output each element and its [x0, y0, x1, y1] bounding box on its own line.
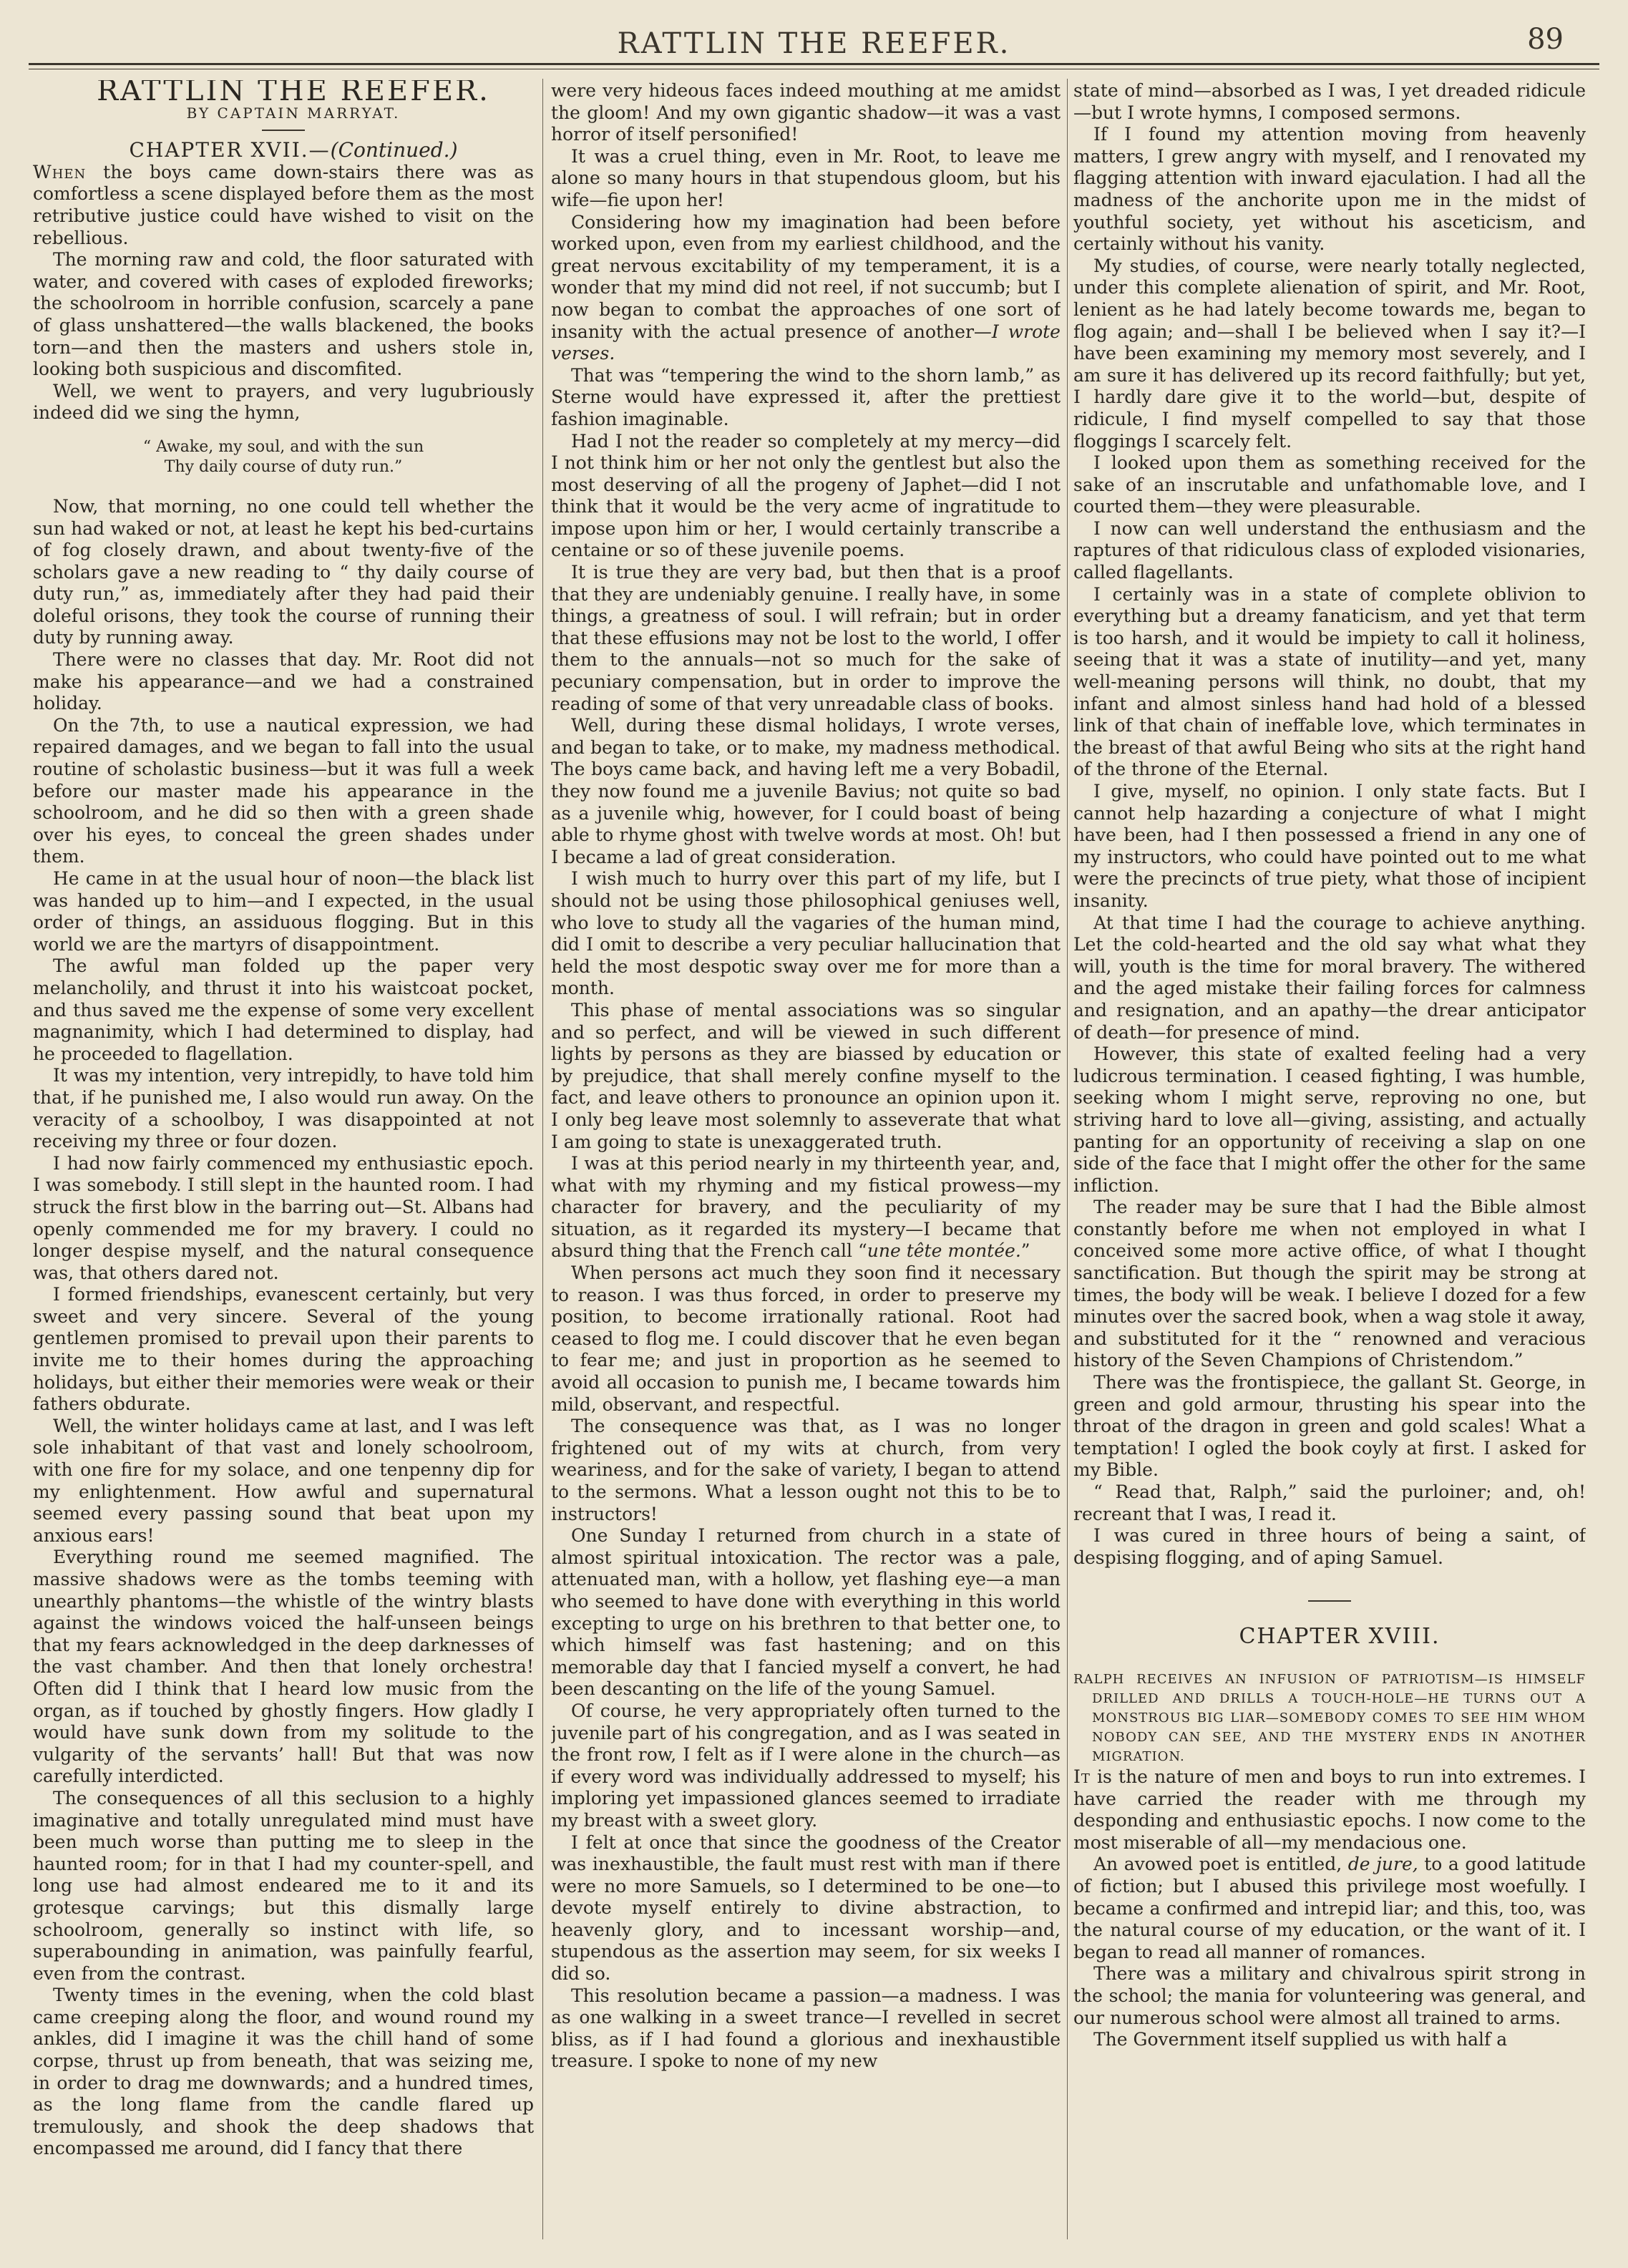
column-3	[1073, 80, 1586, 2242]
paragraph: Everything round me seemed magnified. The massive shadows were as the tombs teeming with unearthly phantoms—the whistle of the wintry blasts against the windows voiced the half-unseen beings that my fears acknowledged in the deep darknesses of the vast chamber. And then that lonely orchestra! Often did I think that I heard low music from the organ, as if touched by ghostly fingers. How gladly I would have sunk down from my solitude to the vulgarity of the servants’ hall! But that was now carefully interdicted.	[33, 1547, 534, 1787]
paragraph-text: is the nature of men and boys to run into extremes. I have carried the reader with me through my desponding and enthusiastic epochs. I now come to the most miserable of all—my mendacious one.	[1073, 1766, 1586, 1853]
paragraph: On the 7th, to use a nautical expression, we had repaired damages, and we began to fall into the usual routine of scholastic business—but it was full a week before our master made his appearance in the schoolroom, and he did so then with a green shade over his eyes, to conceal the green shades under them.	[33, 714, 534, 867]
paragraph	[1073, 1766, 1586, 1854]
paragraph: However, this state of exalted feeling had a very ludicrous termination. I ceased fighting, I was humble, seeking whom I might serve, reproving no one, but striving hard to love all—giving, assisting, and actually panting for an opportunity of receiving a slap on one side of the face that I might offer the other for the same infliction.	[1073, 1043, 1586, 1196]
paragraph: At that time I had the courage to achieve anything. Let the cold-hearted and the old say what what they will, youth is the time for moral bravery. The withered and the aged mistake their failing forces for calmness and resignation, and an apathy—the drear anticipator of death—for presence of mind.	[1073, 912, 1586, 1043]
continued-label: (Continued.)	[330, 138, 458, 162]
paragraph	[551, 1153, 1061, 1262]
paragraph: It was a cruel thing, even in Mr. Root, to leave me alone so many hours in that stupendous gloom, but his wife—fie upon her!	[551, 145, 1061, 210]
paragraph: “ Read that, Ralph,” said the purloiner; and, oh! recreant that I was, I read it.	[1073, 1481, 1586, 1524]
verse-line: “ Awake, my soul, and with the sun	[142, 437, 424, 456]
paragraph: I looked upon them as something received for the sake of an inscrutable and unfathomable love, and I courted them—they were pleasurable.	[1073, 452, 1586, 517]
paragraph-text: An avowed poet is entitled,	[1093, 1854, 1348, 1875]
paragraph: There was a military and chivalrous spirit strong in the school; the mania for volunteering was general, and our numerous school were almost all trained to arms.	[1073, 1963, 1586, 2028]
paragraph: One Sunday I returned from church in a state of almost spiritual intoxication. The rector was a pale, attenuated man, with a hollow, yet flashing eye—a man who seemed to have done with everything in this world excepting to urge on his brethren to that better one, to which himself was fast hastening; and on this memorable day that I fancied myself a convert, he had been descanting on the life of the young Samuel.	[551, 1525, 1061, 1700]
paragraph: Twenty times in the evening, when the cold blast came creeping along the floor, and wound round my ankles, did I imagine it was the chill hand of some corpse, thrust up from beneath, that was seizing me, in order to drag me downwards; and a hundred times, as the long flame from the candle flared up tremulously, and shook the deep shadows that encompassed me around, did I fancy that there	[33, 1985, 534, 2159]
paragraph: I wish much to hurry over this part of my life, but I should not be using those philosophical geniuses well, who love to study all the vagaries of the human mind, did I omit to describe a very peculiar hallucination that held the most despotic sway over me for more than a month.	[551, 868, 1061, 999]
paragraph-text: the boys came down-stairs there was as comfortless a scene displayed before them as the most retributive justice could have wished to visit on the rebellious.	[33, 161, 534, 248]
paragraph: were very hideous faces indeed mouthing at me amidst the gloom! And my own gigantic shadow—it was a vast horror of itself personified!	[551, 80, 1061, 145]
paragraph: Had I not the reader so completely at my mercy—did I not think him or her not only the gentlest but also the most deserving of all the progeny of Japhet—did I not think that it would be the very acme of ingratitude to impose upon him or her, I would certainly transcribe a centaine or so of these juvenile poems.	[551, 430, 1061, 561]
hymn-verse	[33, 437, 534, 477]
paragraph: It was my intention, very intrepidly, to have told him that, if he punished me, I also would run away. On the veracity of a schoolboy, I was disappointed at not receiving my three or four dozen.	[33, 1065, 534, 1152]
emphasis: I wrote verses.	[551, 321, 1061, 364]
paragraph	[33, 162, 534, 249]
paragraph: That was “tempering the wind to the shorn lamb,” as Sterne would have expressed it, after the prettiest fashion imaginable.	[551, 364, 1061, 429]
paragraph: My studies, of course, were nearly totally neglected, under this complete alienation of spirit, and Mr. Root, lenient as he had lately become towards me, began to flog again; and—shall I be believed when I say it?—I have been examining my memory most severely, and I am sure it has delivered up its record faithfully; but yet, I hardly dare give it to the world—but, despite of ridicule, I find myself compelled to say that those floggings I scarcely felt.	[1073, 255, 1586, 452]
paragraph: The awful man folded up the paper very melancholily, and thrust it into his waistcoat pocket, and thus saved me the expense of some very excellent magnanimity, which I had determined to display, had he proceeded to flagellation.	[33, 955, 534, 1064]
column-1	[33, 80, 534, 2242]
paragraph-text: ”	[1020, 1240, 1030, 1262]
title-rule	[262, 130, 305, 131]
emphasis: une tête montée.	[867, 1240, 1021, 1262]
paragraph: The reader may be sure that I had the Bible almost constantly before me when not employed in what I conceived some more active office, of what I thought sanctification. But though the spirit may be strong at times, the body will be weak. I believe I dozed for a few minutes over the sacred book, when a wag stole it away, and substituted for it the “ renowned and veracious history of the Seven Champions of Christendom.”	[1073, 1197, 1586, 1371]
page-number: 89	[1527, 23, 1564, 56]
paragraph: Of course, he very appropriately often turned to the juvenile part of his congregation, and as I was seated in the front row, I felt as if I were alone in the church—as if every word was individually addressed to myself; his imploring yet impassioned glances seemed to irradiate my breast with a sweet glory.	[551, 1700, 1061, 1831]
paragraph	[551, 212, 1061, 365]
paragraph: I formed friendships, evanescent certainly, but very sweet and very sincere. Several of the young gentlemen promised to prevail upon their parents to invite me to their homes during the approaching holidays, but either their memories were weak or their fathers obdurate.	[33, 1284, 534, 1415]
chapter-separator	[1308, 1600, 1351, 1602]
paragraph: There was the frontispiece, the gallant St. George, in green and gold armour, thrusting his spear into the throat of the dragon in green and gold scales! What a temptation! I ogled the book coyly at first. I asked for my Bible.	[1073, 1372, 1586, 1481]
lead-word: It	[1073, 1766, 1091, 1787]
lead-word: When	[33, 161, 87, 182]
paragraph-text: I was at this period nearly in my thirteenth year, and, what with my rhyming and my fistical prowess—my character for bravery, and the peculiarity of my situation, as it regarded its mystery—I became that absurd thing that the French call “	[551, 1153, 1061, 1262]
running-head	[29, 14, 1599, 66]
paragraph: I now can well understand the enthusiasm and the raptures of that ridiculous class of exploded visionaries, called flagellants.	[1073, 517, 1586, 583]
paragraph: I was cured in three hours of being a saint, of despising flogging, and of aping Samuel.	[1073, 1525, 1586, 1568]
header-rule	[29, 63, 1599, 65]
emphasis: de jure,	[1347, 1854, 1418, 1875]
paragraph-text: Considering how my imagination had been before worked upon, even from my earliest childhood, and the great nervous excitability of my temperament, it is a wonder that my mind did not reel, if not succumb; but I now began to combat the approaches of one sort of insanity with the actual presence of another—	[551, 211, 1061, 342]
paragraph: The consequence was that, as I was no longer frightened out of my wits at church, from very weariness, and for the sake of variety, I began to attend to the sermons. What a lesson ought not this to be to instructors!	[551, 1416, 1061, 1524]
paragraph: The morning raw and cold, the floor saturated with water, and covered with cases of exploded fireworks; the schoolroom in horrible confusion, scarcely a pane of glass unshattered—the walls blackened, the books torn—and then the masters and ushers stole in, looking both suspicious and discomfited.	[33, 249, 534, 380]
column-divider	[542, 79, 543, 2239]
paragraph-text: to a good latitude of fiction; but I abused this privilege most woefully. I became a confirmed and intrepid liar; and this, too, was the natural course of my education, or the want of it. I began to read all manner of romances.	[1073, 1854, 1586, 1962]
paragraph: If I found my attention moving from heavenly matters, I grew angry with myself, and I renovated my flagging attention with inward ejaculation. I had all the madness of the anchorite upon me in the midst of youthful society, yet without his asceticism, and certainly without his vanity.	[1073, 124, 1586, 255]
paragraph: There were no classes that day. Mr. Root did not make his appearance—and we had a constrained holiday.	[33, 649, 534, 714]
column-2	[551, 80, 1061, 2242]
paragraph: I felt at once that since the goodness of the Creator was inexhaustible, the fault must rest with man if there were no more Samuels, so I determined to be one—to devote myself entirely to divine abstraction, to heavenly glory, and to incessant worship—and, stupendous as the assertion may seem, for six weeks I did so.	[551, 1831, 1061, 1985]
paragraph: Now, that morning, no one could tell whether the sun had waked or not, at least he kept his bed-curtains of fog closely drawn, and about twenty-five of the scholars gave a new reading to “ thy daily course of duty run,” as, immediately after they had paid their doleful orisons, they took the course of running their duty by running away.	[33, 495, 534, 648]
paragraph: I had now fairly commenced my enthusiastic epoch. I was somebody. I still slept in the haunted room. I had struck the first blow in the barring out—St. Albans had openly commended me for my bravery. I could no longer despise myself, and the natural consequence was, that others dared not.	[33, 1152, 534, 1283]
paragraph: Well, during these dismal holidays, I wrote verses, and began to take, or to make, my madness methodical. The boys came back, and having left me a very Bobadil, they now found me a juvenile Bavius; not quite so bad as a juvenile whig, however, for I could boast of being able to rhyme ghost with twelve words at most. Oh! but I became a lad of great consideration.	[551, 715, 1061, 867]
paragraph: When persons act much they soon find it necessary to reason. I was thus forced, in order to preserve my position, to become irrationally rational. Root had ceased to flog me. I could discover that he even began to fear me; and just in proportion as he seemed to avoid all occasion to punish me, I became towards him mild, observant, and respectful.	[551, 1262, 1061, 1415]
paragraph: Well, the winter holidays came at last, and I was left sole inhabitant of that vast and lonely schoolroom, with one fire for my solace, and one tenpenny dip for my enlightenment. How awful and supernatural seemed every passing sound that beat upon my anxious ears!	[33, 1415, 534, 1546]
column-divider	[1067, 79, 1068, 2239]
chapter-synopsis	[1073, 1670, 1586, 1766]
chapter-17-number: CHAPTER XVII.—	[129, 138, 331, 162]
paragraph: Well, we went to prayers, and very lugubriously indeed did we sing the hymn,	[33, 380, 534, 424]
byline: BY CAPTAIN MARRYAT.	[186, 104, 401, 122]
paragraph: The consequences of all this seclusion to a highly imaginative and totally unregulated mind must have been much worse than putting me to sleep in the haunted room; for in that I had my counter-spell, and long use had almost endeared me to it and its grotesque carvings; but this dismally large schoolroom, generally so instinct with life, so superabounding in animation, was painfully fearful, even from the contrast.	[33, 1787, 534, 1984]
paragraph: This resolution became a passion—a madness. I was as one walking in a sweet trance—I revelled in secret bliss, as if I had found a glorious and inexhaustible treasure. I spoke to none of my new	[551, 1985, 1061, 2072]
paragraph: I certainly was in a state of complete oblivion to everything but a dreamy fanaticism, and yet that term is too harsh, and it would be impiety to call it holiness, seeing that it was a state of inutility—and yet, many well-meaning persons will think, no doubt, that my infant and almost sinless hand had hold of a blessed link of that chain of ineffable love, which terminates in the breast of that awful Being who sits at the right hand of the throne of the Eternal.	[1073, 583, 1586, 780]
verse-line: Thy daily course of duty run.”	[164, 457, 403, 476]
running-title: RATTLIN THE REEFER.	[617, 27, 1011, 60]
paragraph: I give, myself, no opinion. I only state facts. But I cannot help hazarding a conjecture of what I might have been, had I then possessed a friend in any one of my instructors, who could have pointed out to me what were the precincts of true piety, what those of incipient insanity.	[1073, 781, 1586, 911]
article-title: RATTLIN THE REEFER.	[97, 80, 490, 107]
paragraph: It is true they are very bad, but then that is a proof that they are undeniably genuine. I really have, in some things, a greatness of soul. I will refrain; but in order that these effusions may not be lost to the world, I offer them to the annuals—not so much for the sake of pecuniary compensation, but in order to improve the reading of some of that very unreadable class of books.	[551, 562, 1061, 714]
paragraph: state of mind—absorbed as I was, I yet dreaded ridicule—but I wrote hymns, I composed sermons.	[1073, 80, 1586, 123]
chapter-18-heading: CHAPTER XVIII.	[1239, 1624, 1441, 1650]
chapter-17-heading	[33, 140, 534, 162]
paragraph: The Government itself supplied us with half a	[1093, 2029, 1508, 2050]
paragraph	[1073, 1854, 1586, 1963]
synopsis-text: RALPH RECEIVES AN INFUSION OF PATRIOTISM—IS HIMSELF DRILLED AND DRILLS A TOUCH-HOLE—HE TURNS OUT A MONSTROUS BIG LIAR—SOMEBODY COMES TO SEE HIM WHOM NOBODY CAN SEE, AND THE MYSTERY ENDS IN ANOTHER MIGRATION.	[1073, 1671, 1586, 1764]
paragraph: This phase of mental associations was so singular and so perfect, and will be viewed in such different lights by persons as they are biassed by education or by prejudice, that shall merely confine myself to the fact, and leave others to pronounce an opinion upon it. I only beg leave most solemnly to asseverate that what I am going to state is unexaggerated truth.	[551, 999, 1061, 1152]
paragraph: He came in at the usual hour of noon—the black list was handed up to him—and I expected, in the usual order of things, an assiduous flogging. But in this world we are the martyrs of disappointment.	[33, 868, 534, 955]
